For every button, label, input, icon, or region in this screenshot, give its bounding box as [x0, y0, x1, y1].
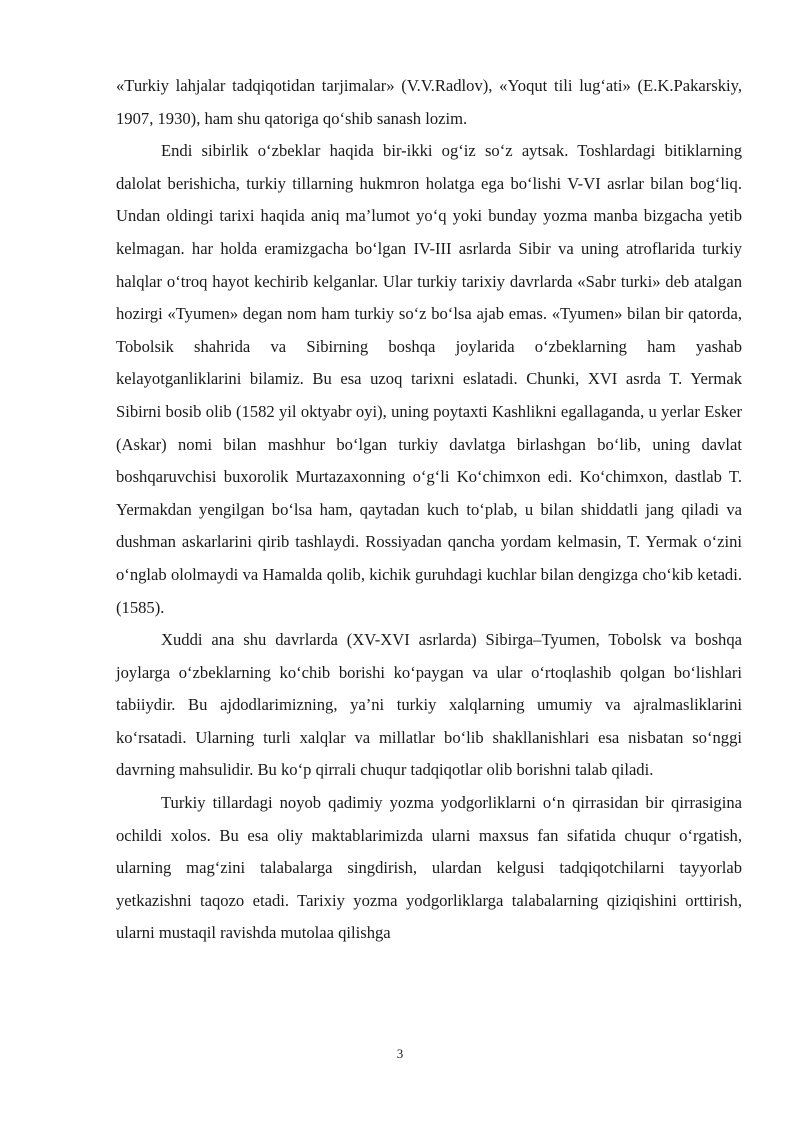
- paragraph-3: Xuddi ana shu davrlarda (XV-XVI asrlarda) Sibirga–Tyumen, Tobolsk va boshqa joylarga o‘zbeklarning ko‘chib borishi ko‘paygan va ular o‘rtoqlashib qolgan bo‘lishlari tabiiydir. Bu ajdodlarimizning, ya’ni turkiy xalqlarning umumiy va ajralmasliklarini ko‘rsatadi. Ularning turli xalqlar va millatlar bo‘lib shakllanishlari esa nisbatan so‘nggi davrning mahsulidir. Bu ko‘p qirrali chuqur tadqiqotlar olib borishni talab qiladi.: [116, 630, 742, 780]
- paragraph-2: Endi sibirlik o‘zbeklar haqida bir-ikki og‘iz so‘z aytsak. Toshlardagi bitiklarning dalolat berishicha, turkiy tillarning hukmron holatga ega bo‘lishi V-VI asrlar bilan bog‘liq. Undan oldingi tarixi haqida aniq ma’lumot yo‘q yoki bunday yozma manba bizgacha yetib kelmagan. har holda eramizgacha bo‘lgan IV-III asrlarda Sibir va uning atroflarida turkiy halqlar o‘troq hayot kechirib kelganlar. Ular turkiy tarixiy davrlarda «Sabr turki» deb atalgan hozirgi «Tyumen» degan nom ham turkiy so‘z bo‘lsa ajab emas. «Tyumen» bilan bir qatorda, Tobolsik shahrida va Sibirning boshqa joylarida o‘zbeklarning ham yashab kelayotganliklarini bilamiz. Bu esa uzoq tarixni eslatadi. Chunki, XVI asrda T. Yermak Sibirni bosib olib (1582 yil oktyabr oyi), uning poytaxti Kashlikni egallaganda, u yerlar Esker (Askar) nomi bilan mashhur bo‘lgan turkiy davlatga birlashgan bo‘lib, uning davlat boshqaruvchisi buxorolik Murtazaxonning o‘g‘li Ko‘chimxon edi. Ko‘chimxon, dastlab T. Yermakdan yengilgan bo‘lsa ham, qaytadan kuch to‘plab, u bilan shiddatli jang qiladi va dushman askarlarini qirib tashlaydi. Rossiyadan qancha yordam kelmasin, T. Yermak o‘zini o‘nglab ololmaydi va Hamalda qolib, kichik guruhdagi kuchlar bilan dengizga cho‘kib ketadi. (1585).: [116, 141, 742, 617]
- paragraph-4: Turkiy tillardagi noyob qadimiy yozma yodgorliklarni o‘n qirrasidan bir qirrasigina ochildi xolos. Bu esa oliy maktablarimizda ularni maxsus fan sifatida chuqur o‘rgatish, ularning mag‘zini talabalarga singdirish, ulardan kelgusi tadqiqotchilarni tayyorlab yetkazishni taqozo etadi. Tarixiy yozma yodgorliklarga talabalarning qiziqishini orttirish, ularni mustaqil ravishda mutolaa qilishga: [116, 793, 742, 943]
- page-number: 3: [396, 1046, 404, 1061]
- paragraph-1: «Turkiy lahjalar tadqiqotidan tarjimalar» (V.V.Radlov), «Yoqut tili lug‘ati» (E.K.Pakarskiy, 1907, 1930), ham shu qatoriga qo‘shib sanash lozim.: [116, 76, 742, 128]
- document-body: [116, 70, 742, 950]
